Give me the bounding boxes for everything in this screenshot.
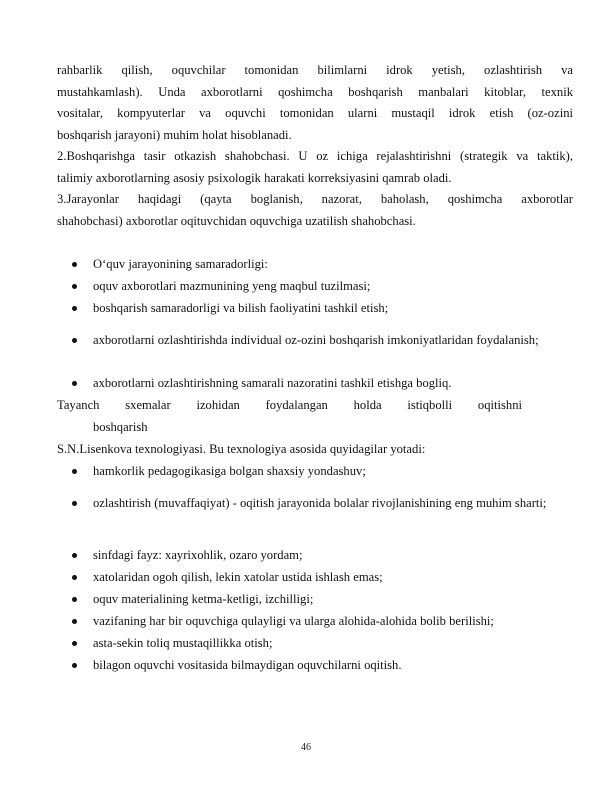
- text-line: rahbarlik qilish, oquvchilar tomonidan bilimlarni idrok yetish, ozlashtirish va: [57, 63, 573, 77]
- bullet-icon: [72, 381, 77, 386]
- paragraph-jarayonlar: [57, 189, 573, 232]
- paragraph-boshqarish: [57, 146, 573, 189]
- bullet-icon: [72, 575, 77, 580]
- list-item: [57, 276, 573, 298]
- list-item-text: vazifaning har bir oquvchiga qulayligi va ularga alohida-alohida bolib berilishi;: [93, 614, 494, 628]
- list-item: [57, 373, 573, 395]
- bullet-icon: [72, 338, 77, 343]
- text-line: boshqarish jarayoni) muhim holat hisoblanadi.: [57, 127, 292, 142]
- bullet-icon: [72, 619, 77, 624]
- list-item-text: axborotlarni ozlashtirishning samarali nazoratini tashkil etishga bogliq.: [93, 376, 452, 390]
- text-line: shahobchasi) axborotlar oqituvchidan oquvchiga uzatilish shahobchasi.: [57, 213, 416, 228]
- text-line: talimiy axborotlarning asosiy psixologik harakati korreksiyasini qamrab oladi.: [57, 170, 452, 185]
- list-item: [57, 655, 573, 677]
- text-line: Tayanch sxemalar izohidan foydalangan holda istiqbolli oqitishni: [57, 398, 522, 412]
- list-item-text: axborotlarni ozlashtirishda individual oz-ozini boshqarish imkoniyatlaridan foydalanish;: [93, 333, 539, 347]
- list-item: [57, 330, 573, 374]
- list-item: [57, 611, 573, 633]
- paragraph-lisenkova: [57, 439, 573, 461]
- paragraph-tayanch: [57, 395, 573, 438]
- list-item: [57, 298, 573, 320]
- bullet-icon: [72, 553, 77, 558]
- list-item-text: ozlashtirish (muvaffaqiyat) - oqitish jarayonida bolalar rivojlanishining eng muhim sharti;: [93, 496, 547, 510]
- text-line: S.N.Lisenkova texnologiyasi. Bu texnologiya asosida quyidagilar yotadi:: [57, 442, 426, 456]
- bullet-icon: [72, 469, 77, 474]
- list-item: [57, 493, 573, 537]
- list-item-text: xatolaridan ogoh qilish, lekin xatolar ustida ishlash emas;: [93, 570, 383, 584]
- list-item-text: oquv materialining ketma-ketligi, izchilligi;: [93, 592, 314, 606]
- text-line: boshqarish: [93, 419, 148, 434]
- bullet-icon: [72, 641, 77, 646]
- list-item-text: asta-sekin toliq mustaqillikka otish;: [93, 636, 273, 650]
- list-item-text: boshqarish samaradorligi va bilish faoliyatini tashkil etish;: [93, 301, 389, 315]
- list-item: [57, 589, 573, 611]
- list-item: [57, 461, 573, 483]
- list-item-text: sinfdagi fayz: xayrixohlik, ozaro yordam;: [93, 548, 303, 562]
- text-line: 2.Boshqarishga tasir otkazish shahobchasi. U oz ichiga rejalashtirishni (strategik va taktik),: [57, 149, 573, 163]
- list-item: [57, 254, 573, 276]
- bullet-icon: [72, 501, 77, 506]
- list-item-text: oquv axborotlari mazmunining yeng maqbul tuzilmasi;: [93, 279, 371, 293]
- bullet-icon: [72, 597, 77, 602]
- text-line: 3.Jarayonlar haqidagi (qayta boglanish, nazorat, baholash, qoshimcha axborotlar: [57, 192, 573, 206]
- page-number: 46: [301, 742, 311, 753]
- text-line: mustahkamlash). Unda axborotlarni qoshimcha boshqarish manbalari kitoblar, texnik: [57, 84, 573, 99]
- list-item: [57, 633, 573, 655]
- list-item: [57, 545, 573, 567]
- list-item: [57, 567, 573, 589]
- bullet-icon: [72, 306, 77, 311]
- list-item-text: bilagon oquvchi vositasida bilmaydigan oquvchilarni oqitish.: [93, 658, 402, 672]
- list-item-text: O‘quv jarayonining samaradorligi:: [93, 257, 268, 271]
- list-item-text: hamkorlik pedagogikasiga bolgan shaxsiy yondashuv;: [93, 464, 366, 478]
- bullet-icon: [72, 663, 77, 668]
- text-line: vositalar, kompyuterlar va oquvchi tomonidan ularni mustaqil idrok etish (oz-ozini: [57, 106, 573, 121]
- bullet-icon: [72, 262, 77, 267]
- paragraph-intro: [57, 60, 573, 146]
- bullet-icon: [72, 284, 77, 289]
